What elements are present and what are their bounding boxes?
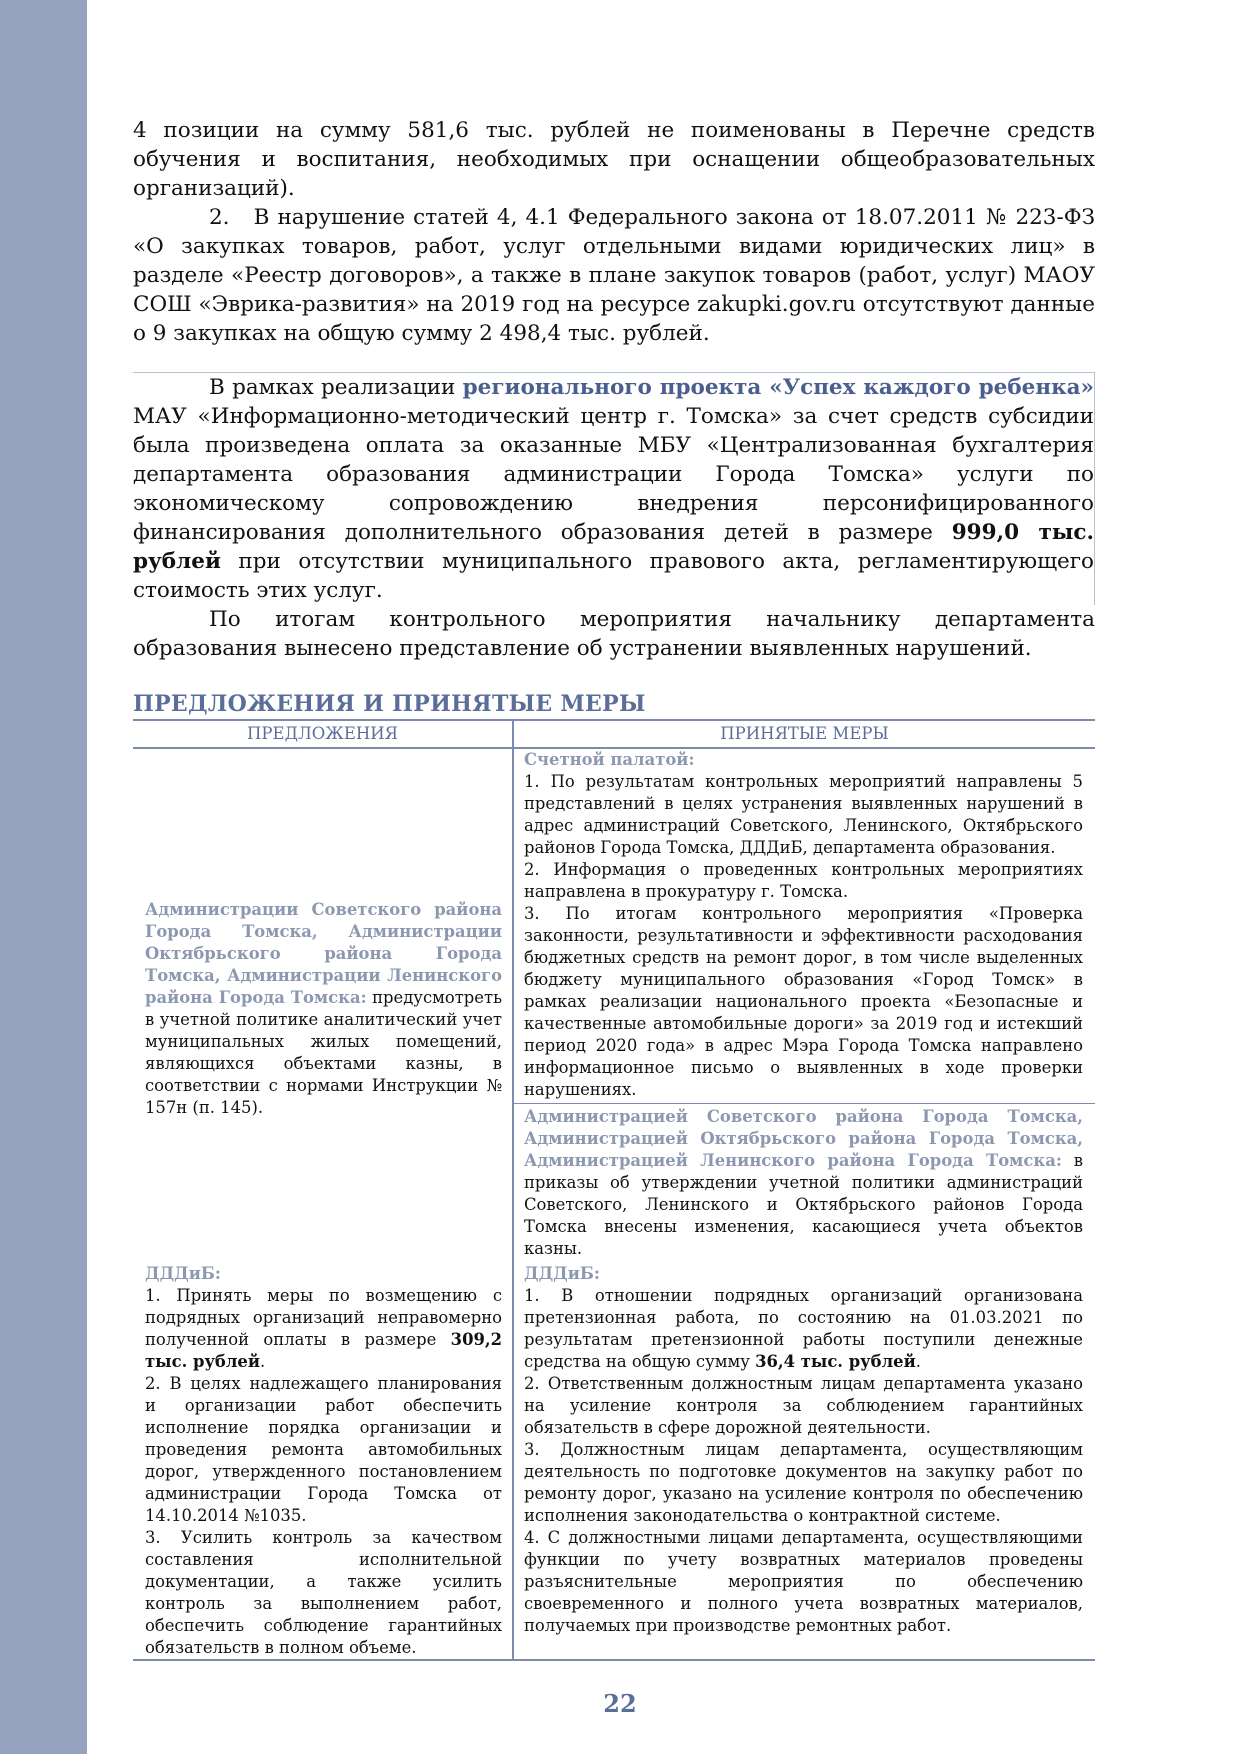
measure-2-org: ДДДиБ: [524,1264,600,1283]
proposal-2-item-text: 1. Принять меры по возмещению с подрядных организаций неправомерно полученной оплаты в размере [145,1286,502,1349]
measure-cell-1 [513,748,1095,1260]
proposal-2-item-end: . [260,1352,266,1371]
measure-1-item: 2. Информация о проведенных контрольных мероприятиях направлена в прокуратуру г. Томска. [524,860,1083,901]
highlight-box [133,372,1095,605]
measure-2-item: 3. Должностным лицам департамента, осуществляющим деятельность по подготовке документов на закупку работ по ремонту дорог, указано на усиление контроля по обеспечению исполнения законодательства о контрактной системе. [524,1440,1083,1525]
measure-1-item: 3. По итогам контрольного мероприятия «Проверка законности, результативности и эффективности расходования бюджетных средств на ремонт дорог, в том числе выделенных бюджету муниципального образования «Город Томск» в рамках реализации национального проекта «Безопасные и качественные автомобильные дороги» за 2019 год и истекший период 2020 года» в адрес Мэра Города Томска направлено информационное письмо о выявленных в ходе проверки нарушениях. [524,904,1083,1099]
proposal-2-item: 3. Усилить контроль за качеством составления исполнительной документации, а также усилить контроль за выполнением работ, обеспечить соблюдение гарантийных обязательств в полном объеме. [145,1528,502,1657]
project-name: регионального проекта «Успех каждого ребенка» [462,375,1094,400]
measure-2-item [524,1285,1083,1373]
section-title: ПРЕДЛОЖЕНИЯ И ПРИНЯТЫЕ МЕРЫ [133,691,646,717]
measure-2-item-end: . [915,1352,921,1371]
cell-divider [514,1103,1095,1104]
measure-2-amount: 36,4 тыс. рублей [755,1352,916,1371]
measure-1b-text [524,1106,1083,1260]
table-row [133,748,1095,1260]
page-number: 22 [603,1689,637,1718]
header-proposals: ПРЕДЛОЖЕНИЯ [133,720,513,748]
measure-1b-body: в приказы об утверждении учетной политики администраций Советского, Ленинского и Октябрьского районов Города Томска внесены изменения, касающиеся учета объектов казны. [524,1151,1083,1258]
measures-table [133,719,1095,1661]
text-middle: МАУ «Информационно-методический центр г. Томска» за счет средств субсидии была произведена оплата за оказанные МБУ «Централизованная бухгалтерия департамента образования администрации Города Томска» услуги по экономическому сопровождению внедрения персонифицированного финансирования дополнительного образования детей в размере [133,404,1094,545]
decorative-sidebar [0,0,87,1754]
paragraph-closing: По итогам контрольного мероприятия начальнику департамента образования вынесено представление об устранении выявленных нарушений. [133,607,1095,661]
page-content [133,116,1095,1661]
proposal-2-amount: 309,2 тыс. рублей [145,1330,502,1371]
proposal-2-org: ДДДиБ: [145,1264,221,1283]
table-row [133,1260,1095,1660]
proposal-cell-2 [133,1260,513,1660]
measure-2-item-text: 1. В отношении подрядных организаций организована претензионная работа, по состоянию на 01.03.2021 по результатам претензионной работы поступили денежные средства на общую сумму [524,1286,1083,1371]
measure-2-item: 2. Ответственным должностным лицам департамента указано на усиление контроля за соблюдением гарантийных обязательств в сфере дорожной деятельности. [524,1374,1083,1437]
text-prefix: В рамках реализации [209,375,463,400]
measure-1b-org: Администрацией Советского района Города Томска, Администрацией Октябрьского района Города Томска, Администрацией Ленинского района Города Томска: [524,1107,1083,1170]
measure-1-org: Счетной палатой: [524,750,695,769]
table-header-row [133,720,1095,748]
proposal-1-text [145,899,502,1119]
measure-2-item: 4. С должностными лицами департамента, осуществляющими функции по учету возвратных материалов проведены разъяснительные мероприятия по обеспечению своевременного и полного учета возвратных материалов, получаемых при производстве ремонтных работ. [524,1528,1083,1635]
paragraph-positions: 4 позиции на сумму 581,6 тыс. рублей не поименованы в Перечне средств обучения и воспитания, необходимых при оснащении общеобразовательных организаций). [133,118,1095,201]
proposal-2-item [145,1285,502,1373]
proposal-cell-1 [133,748,513,1260]
paragraph-violation-223fz: 2. В нарушение статей 4, 4.1 Федерального закона от 18.07.2011 № 223-ФЗ «О закупках товаров, работ, услуг отдельными видами юридических лиц» в разделе «Реестр договоров», а также в плане закупок товаров (работ, услуг) МАОУ СОШ «Эврика-развития» на 2019 год на ресурсе zakupki.gov.ru отсутствуют данные о 9 закупках на общую сумму 2 498,4 тыс. рублей. [133,205,1095,346]
text-suffix: при отсутствии муниципального правового акта, регламентирующего стоимость этих услуг. [133,549,1094,603]
header-measures: ПРИНЯТЫЕ МЕРЫ [513,720,1095,748]
proposal-2-item: 2. В целях надлежащего планирования и организации работ обеспечить исполнение порядка организации и проведения ремонта автомобильных дорог, утвержденного постановлением администрации Города Томска от 14.10.2014 №1035. [145,1374,502,1525]
proposal-1-body: предусмотреть в учетной политике аналитический учет муниципальных жилых помещений, являющихся объектами казны, в соответствии с нормами Инструкции № 157н (п. 145). [145,987,502,1117]
paragraph-regional-project [133,373,1094,605]
proposal-1-org: Администрации Советского района Города Томска, Администрации Октябрьского района Города Томска, Администрации Ленинского района Города Томска: [145,899,502,1007]
measure-1-item: 1. По результатам контрольных мероприятий направлены 5 представлений в целях устранения выявленных нарушений в адрес администраций Советского, Ленинского, Октябрьского районов Города Томска, ДДДиБ, департамента образования. [524,772,1083,857]
amount-bold: 999,0 тыс. рублей [133,520,1094,574]
measure-cell-2 [513,1260,1095,1660]
